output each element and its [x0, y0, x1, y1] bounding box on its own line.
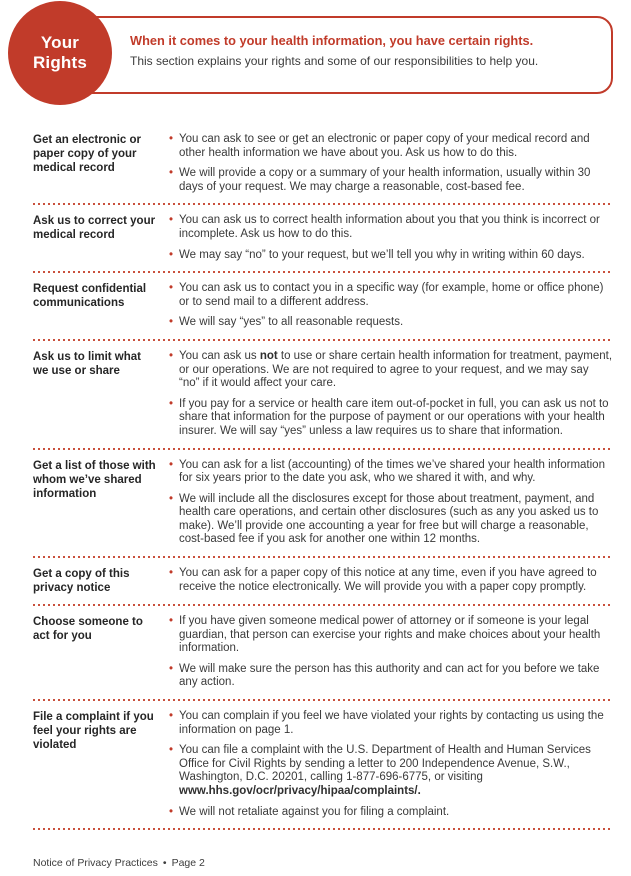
bullet-list	[169, 615, 612, 690]
section-heading: Get a copy of this privacy notice	[33, 568, 130, 595]
section-heading: Choose someone to act for you	[33, 616, 143, 643]
rights-section	[33, 124, 612, 205]
bullet-text: You can file a complaint with the U.S. Department of Health and Human Services Office for Civil Rights by sending a letter to 200 Independence Avenue, S.W., Washington, D.C. 20201, calling 1-877-696-6775, or visiting www.hhs.gov/ocr/privacy/hipaa/complaints/.	[179, 744, 591, 797]
bullet-item	[169, 710, 612, 737]
section-heading: Get a list of those with whom we’ve shared information	[33, 459, 156, 500]
bullet-text: You can ask for a paper copy of this notice at any time, even if you have agreed to receive the notice electronically. We will provide you with a paper copy promptly.	[179, 567, 597, 593]
rights-section	[33, 558, 612, 606]
bullet-item	[169, 567, 612, 594]
bullet-item	[169, 282, 612, 309]
badge-line2: Rights	[32, 53, 88, 72]
bullet-text: We will not retaliate against you for filing a complaint.	[179, 805, 450, 818]
bullet-icon: •	[169, 662, 174, 675]
rights-section	[33, 701, 612, 830]
bullet-item	[169, 663, 612, 690]
bullet-item	[169, 744, 612, 798]
footer-page-number: Page 2	[171, 857, 205, 869]
header-subtitle: This section explains your rights and some of our responsibilities to help you.	[130, 54, 539, 68]
bullet-text: You can ask us not to use or share certain health information for treatment, payment, or our operations. We are not required to agree to your request, and we may say “no” if it would affect your care.	[179, 349, 613, 390]
bullet-icon: •	[169, 167, 174, 180]
bullet-text: We will say “yes” to all reasonable requests.	[179, 316, 404, 329]
bullet-item	[169, 214, 612, 241]
page-footer	[33, 857, 205, 869]
bullet-text: We will make sure the person has this authority and can act for you before we take any action.	[179, 662, 600, 689]
bullet-text: We may say “no” to your request, but we’ll tell you why in writing within 60 days.	[179, 248, 585, 261]
bullet-list	[169, 214, 612, 262]
bullet-list	[169, 567, 612, 595]
header-title: When it comes to your health information, you have certain rights.	[130, 33, 534, 48]
bullet-icon: •	[169, 492, 174, 505]
bullet-text: You can complain if you feel we have violated your rights by contacting us using the information on page 1.	[179, 710, 604, 736]
bullet-icon: •	[169, 710, 174, 723]
bullet-item	[169, 493, 612, 547]
bullet-item	[169, 167, 612, 194]
bullet-icon: •	[169, 349, 174, 362]
page-header	[0, 0, 631, 118]
section-heading: Request confidential communications	[33, 283, 147, 310]
bullet-icon: •	[169, 805, 174, 818]
bullet-text: If you have given someone medical power of attorney or if someone is your legal guardian, that person can exercise your rights and make choices about your health information.	[179, 615, 601, 655]
rights-section	[33, 341, 612, 450]
bullet-list	[169, 282, 612, 330]
bullet-icon: •	[169, 214, 174, 227]
bullet-text: You can ask to see or get an electronic or paper copy of your medical record and other health information we have about you. Ask us how to do this.	[179, 133, 590, 159]
bullet-item	[169, 316, 612, 330]
bullet-icon: •	[169, 744, 174, 757]
bullet-text: We will provide a copy or a summary of your health information, usually within 30 days of your request. We may charge a reasonable, cost-based fee.	[179, 167, 591, 193]
bullet-list	[169, 350, 612, 439]
footer-doc-title: Notice of Privacy Practices	[33, 857, 158, 869]
bullet-icon: •	[169, 397, 174, 410]
section-heading: File a complaint if you feel your rights are violated	[33, 711, 154, 752]
bullet-icon: •	[169, 567, 174, 580]
badge-line1: Your	[40, 33, 80, 52]
bullet-item	[169, 398, 612, 439]
bullet-icon: •	[169, 133, 174, 145]
bullet-item	[169, 459, 612, 486]
your-rights-badge	[8, 1, 112, 105]
rights-sections	[33, 124, 612, 830]
bullet-text: You can ask for a list (accounting) of the times we’ve shared your health information for six years prior to the date you ask, who we shared it with, and why.	[179, 458, 605, 485]
bullet-list	[169, 710, 612, 819]
bullet-item	[169, 615, 612, 656]
header-box	[62, 16, 613, 94]
rights-section	[33, 606, 612, 701]
bullet-list	[169, 459, 612, 548]
rights-section	[33, 450, 612, 559]
bullet-icon: •	[169, 615, 174, 628]
section-heading: Get an electronic or paper copy of your medical record	[33, 134, 142, 174]
bullet-list	[169, 133, 612, 194]
bullet-text: We will include all the disclosures except for those about treatment, payment, and health care operations, and certain other disclosures (such as any you asked us to make). We’ll provide one accounting a year for free but will charge a reasonable, cost-based fee if you ask for another one within 12 months.	[179, 492, 599, 546]
bullet-icon: •	[169, 248, 174, 261]
rights-section	[33, 273, 612, 341]
bullet-item	[169, 350, 612, 391]
bullet-text: You can ask us to correct health information about you that you think is incorrect or incomplete. Ask us how to do this.	[179, 214, 600, 240]
bullet-item	[169, 133, 612, 160]
section-heading: Ask us to limit what we use or share	[33, 350, 141, 377]
bullet-icon: •	[169, 316, 174, 329]
rights-section	[33, 205, 612, 273]
section-heading: Ask us to correct your medical record	[33, 215, 156, 242]
bullet-icon: •	[169, 458, 174, 471]
bullet-item	[169, 806, 612, 820]
bullet-text: If you pay for a service or health care item out-of-pocket in full, you can ask us not to share that information for the purpose of payment or our operations with your health insurer. We will say “yes” unless a law requires us to share that information.	[179, 397, 609, 437]
bullet-icon: •	[169, 282, 174, 295]
footer-separator-icon: •	[162, 857, 167, 869]
bullet-text: You can ask us to contact you in a specific way (for example, home or office phone) or to send mail to a different address.	[179, 282, 604, 308]
bullet-item	[169, 249, 612, 263]
